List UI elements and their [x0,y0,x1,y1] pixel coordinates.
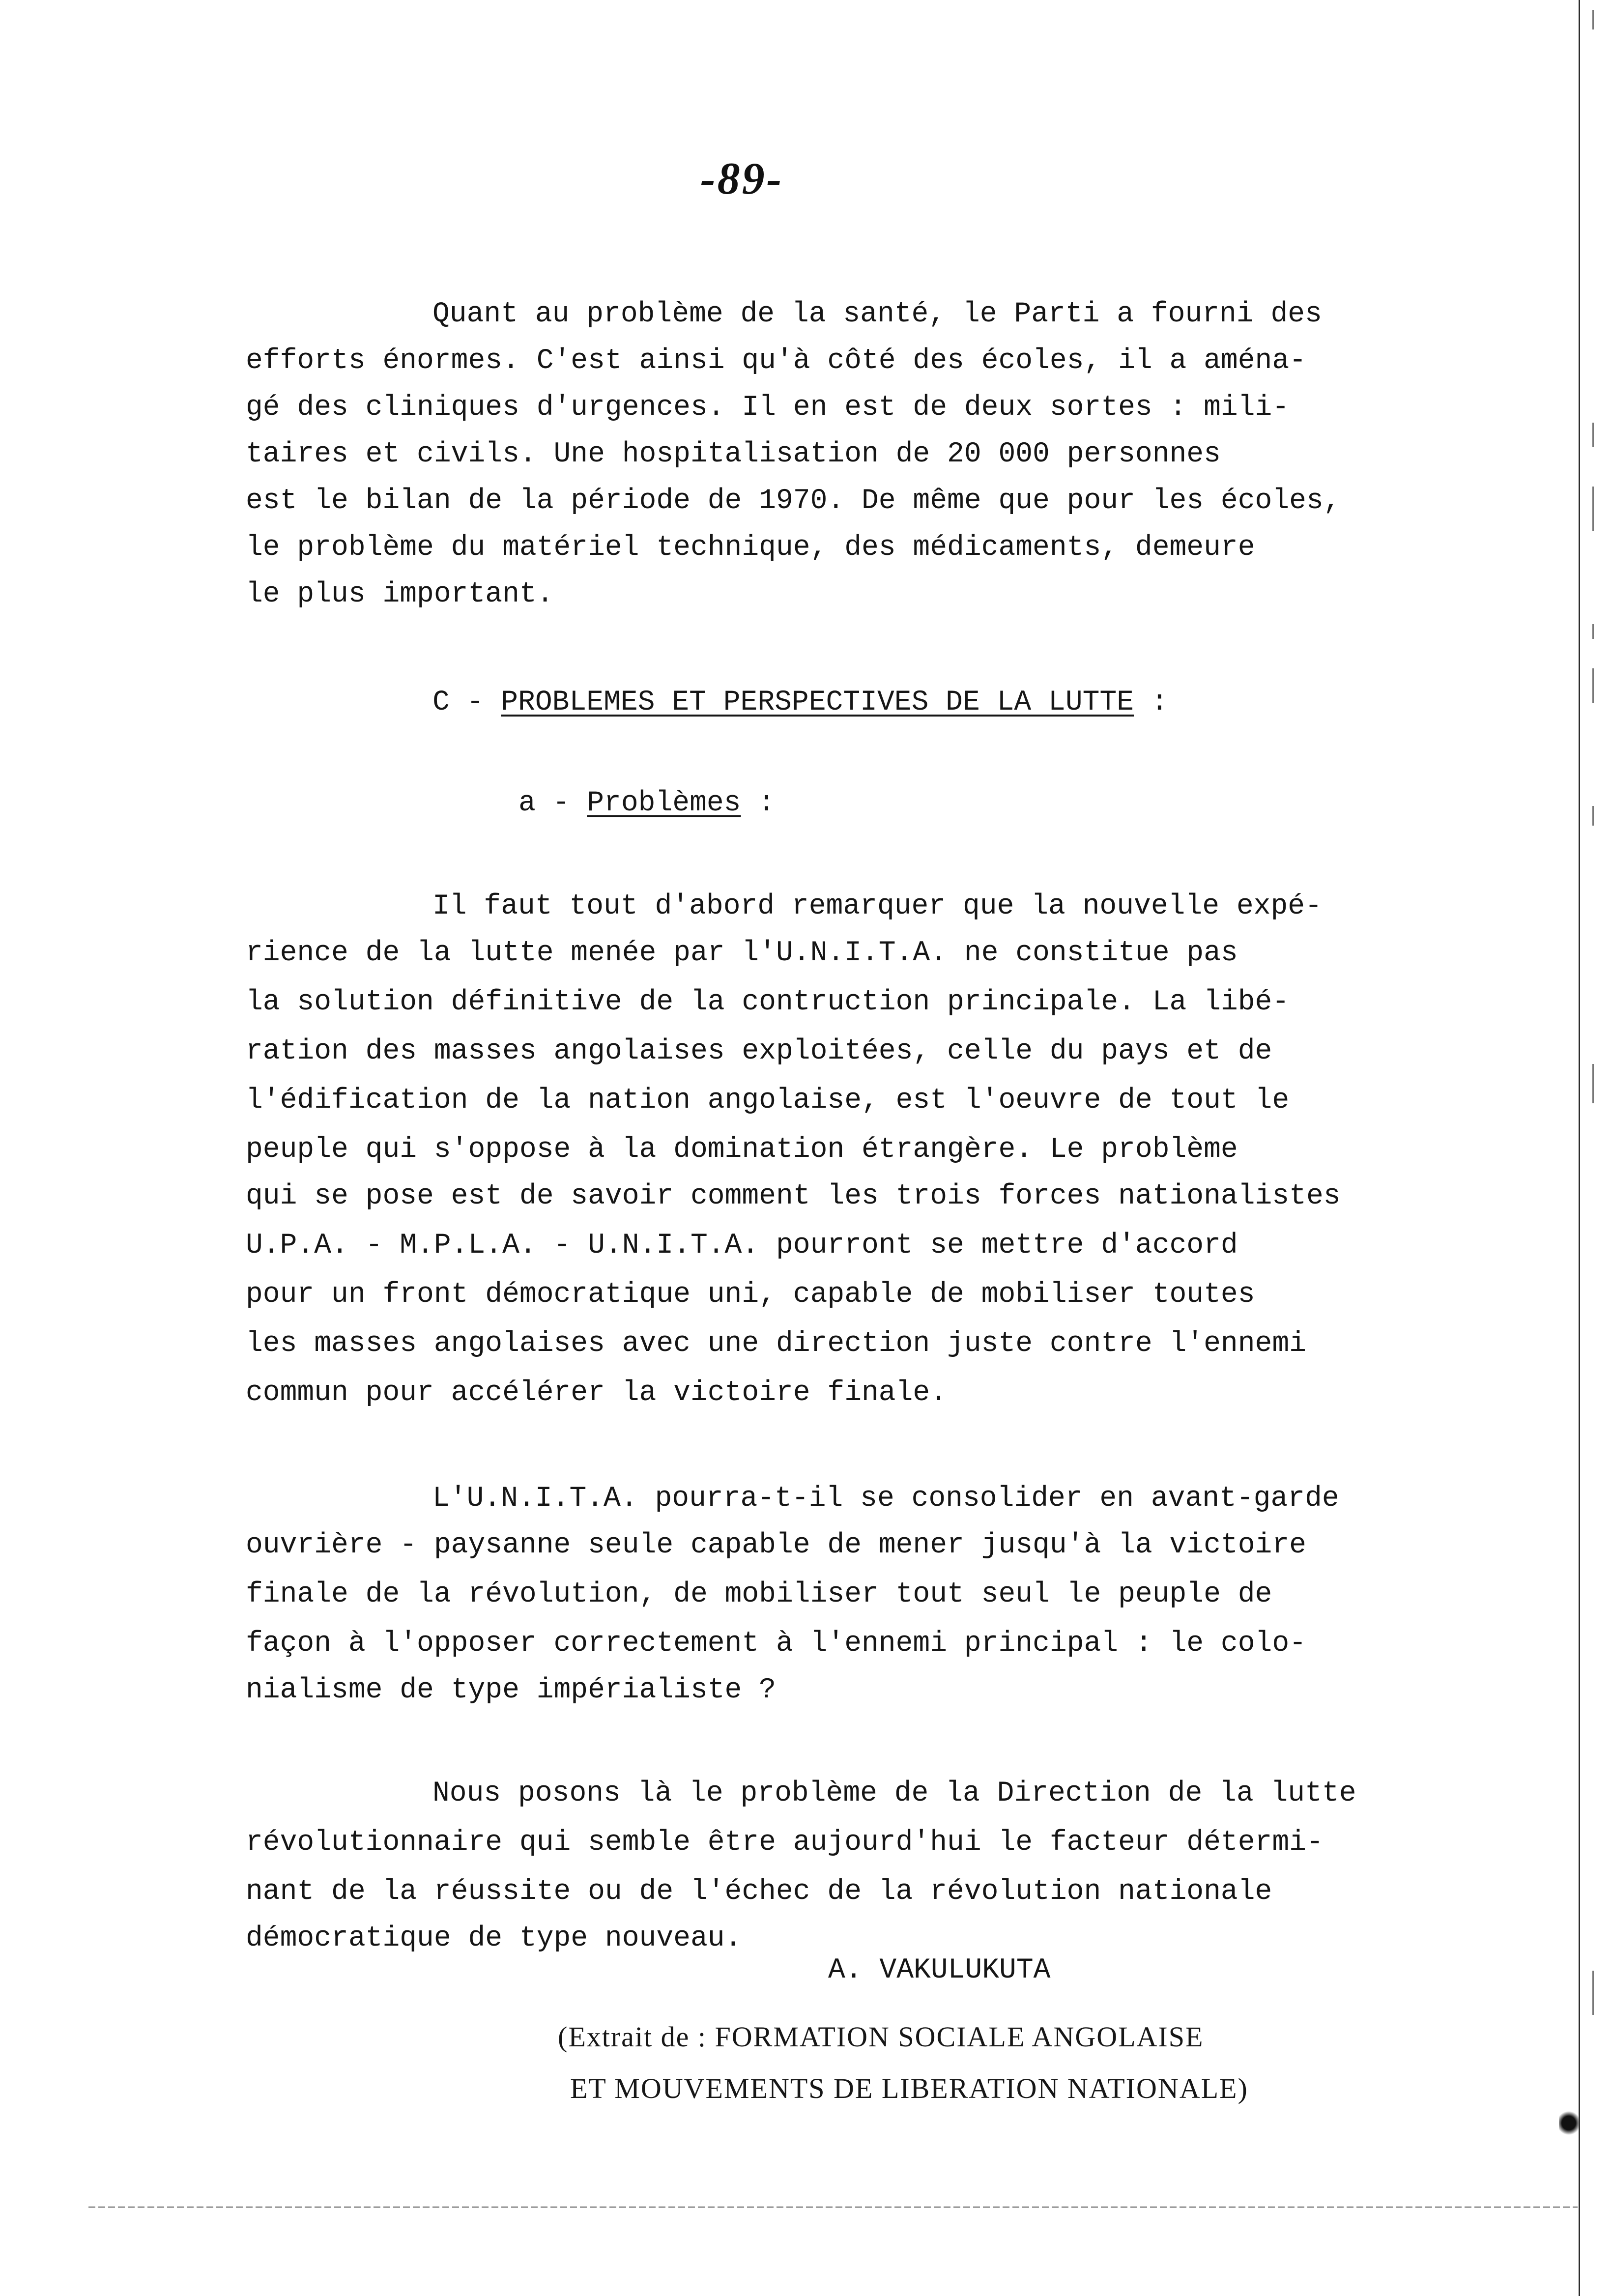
scan-mark [1592,487,1594,531]
paragraph-line: nant de la réussite ou de l'échec de la révolution nationale [246,1876,1272,1908]
scan-mark [1592,423,1594,447]
paragraph-line: le plus important. [246,578,554,610]
paragraph-line: gé des cliniques d'urgences. Il en est de deux sortes : mili- [246,392,1290,424]
section-heading-suffix: : [1134,687,1168,718]
paragraph-line: peuple qui s'oppose à la domination étrangère. Le problème [246,1134,1238,1166]
subheading-suffix: : [741,787,776,819]
subheading-prefix: a - [518,787,587,819]
extract-note-line: (Extrait de : FORMATION SOCIALE ANGOLAISE [558,2021,1204,2053]
paragraph-line: façon à l'opposer correctement à l'ennemi principal : le colo- [246,1628,1306,1660]
paragraph-line: ouvrière - paysanne seule capable de mener jusqu'à la victoire [246,1529,1306,1561]
paragraph-line: efforts énormes. C'est ainsi qu'à côté des écoles, il a aména- [246,345,1306,377]
paragraph-line: les masses angolaises avec une direction juste contre l'ennemi [246,1328,1306,1360]
section-heading [432,686,1168,720]
scan-mark [1592,1064,1594,1103]
paragraph-line: qui se pose est de savoir comment les trois forces nationalistes [246,1180,1341,1212]
paragraph-line: Quant au problème de la santé, le Parti a fourni des [432,298,1322,330]
paragraph-line: Il faut tout d'abord remarquer que la nouvelle expé- [432,890,1322,922]
paragraph-line: commun pour accélérer la victoire finale. [246,1377,948,1409]
paragraph-line: U.P.A. - M.P.L.A. - U.N.I.T.A. pourront se mettre d'accord [246,1230,1238,1262]
paragraph-line: le problème du matériel technique, des médicaments, demeure [246,532,1255,564]
section-heading-prefix: C - [432,687,501,718]
ink-smudge [1559,2106,1579,2140]
page-number: -89- [700,153,784,203]
paragraph-line: la solution définitive de la contruction principale. La libé- [246,986,1290,1018]
paragraph-line: taires et civils. Une hospitalisation de 20 000 personnes [246,438,1221,470]
paragraph-line: pour un front démocratique uni, capable de mobiliser toutes [246,1279,1255,1311]
scan-mark [1592,624,1594,639]
paragraph-line: ration des masses angolaises exploitées, celle du pays et de [246,1035,1272,1067]
paragraph-line: L'U.N.I.T.A. pourra-t-il se consolider en avant-garde [432,1483,1339,1515]
author-signature: A. VAKULUKUTA [828,1954,1051,1986]
paragraph-line: rience de la lutte menée par l'U.N.I.T.A. ne constitue pas [246,937,1238,969]
scan-mark [1592,1971,1594,2015]
paragraph-line: Nous posons là le problème de la Direction de la lutte [432,1778,1356,1809]
scan-mark [1592,10,1594,29]
bottom-edge-line [88,2207,1578,2208]
subheading [518,786,775,821]
paragraph-line: l'édification de la nation angolaise, est l'oeuvre de tout le [246,1085,1290,1117]
paragraph-line: nialisme de type impérialiste ? [246,1674,776,1706]
extract-note-line: ET MOUVEMENTS DE LIBERATION NATIONALE) [570,2072,1248,2104]
paragraph-line: finale de la révolution, de mobiliser tout seul le peuple de [246,1578,1272,1610]
paragraph-line: révolutionnaire qui semble être aujourd'hui le facteur détermi- [246,1827,1324,1859]
subheading-title: Problèmes [587,787,741,819]
section-heading-title: PROBLEMES ET PERSPECTIVES DE LA LUTTE [501,687,1134,718]
paragraph-line: est le bilan de la période de 1970. De même que pour les écoles, [246,485,1341,517]
scan-mark [1592,668,1594,703]
paragraph-line: démocratique de type nouveau. [246,1923,742,1954]
scan-mark [1592,806,1594,826]
page-edge-line [1579,0,1580,2296]
